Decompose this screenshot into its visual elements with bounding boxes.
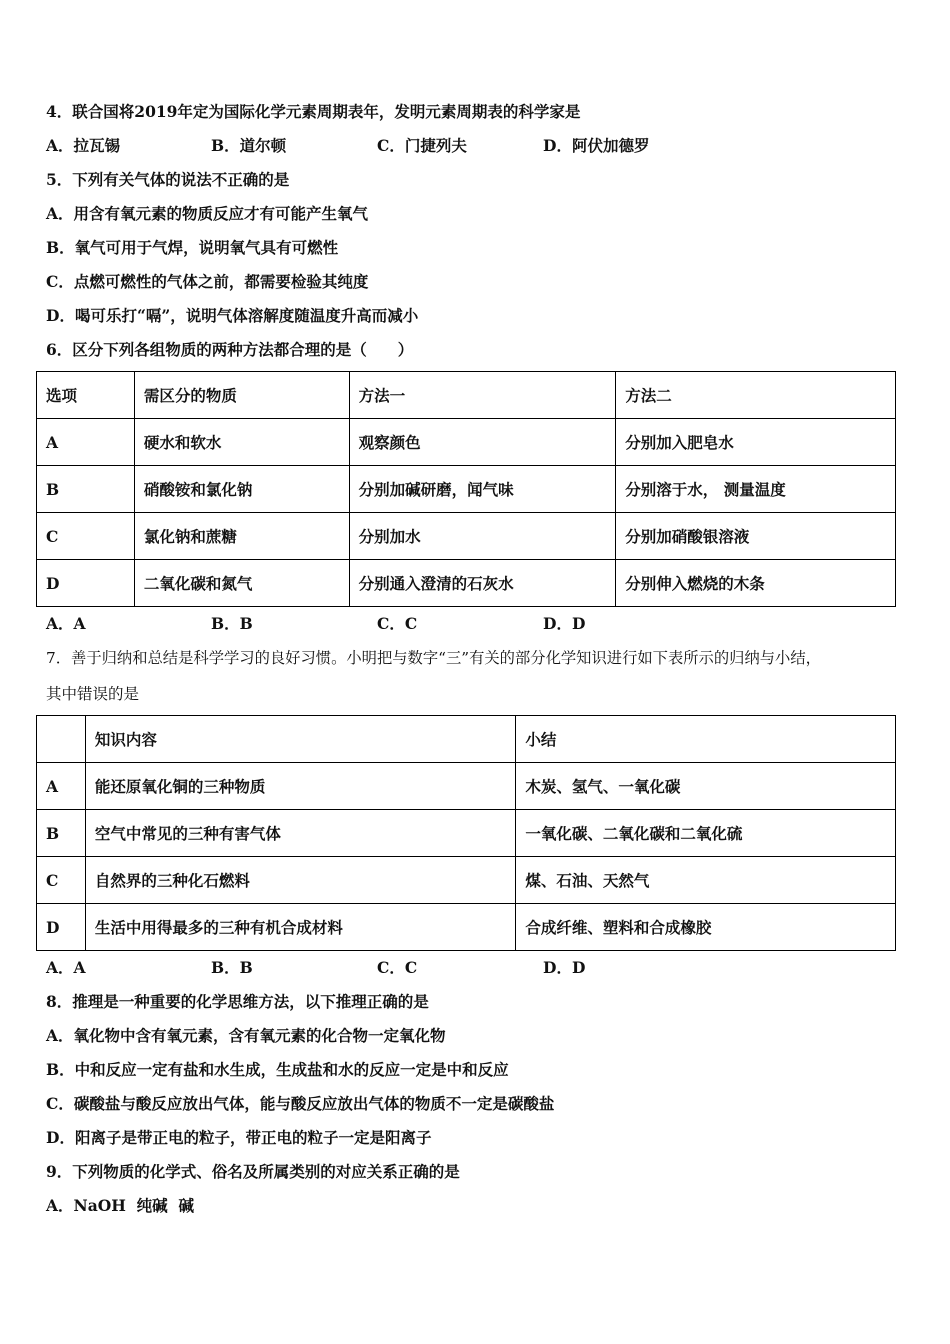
table-header-cell: 选项 xyxy=(37,372,135,419)
table-cell: 分别加水 xyxy=(349,513,616,560)
q6-option-a: A．A xyxy=(46,614,86,633)
q8-option-d: D．阳离子是带正电的粒子，带正电的粒子一定是阳离子 xyxy=(46,1128,432,1147)
q6-option-b: B．B xyxy=(211,614,253,633)
table-header-cell: 方法一 xyxy=(349,372,616,419)
q8-option-c: C．碳酸盐与酸反应放出气体，能与酸反应放出气体的物质不一定是碳酸盐 xyxy=(46,1094,555,1113)
table-header-row xyxy=(37,372,896,419)
table-cell: D xyxy=(37,560,135,607)
q4-option-d: D．阿伏加德罗 xyxy=(543,136,650,155)
table-cell: 氯化钠和蔗糖 xyxy=(134,513,349,560)
table-cell: 煤、石油、天然气 xyxy=(516,857,896,904)
table-cell: 能还原氧化铜的三种物质 xyxy=(85,763,516,810)
table-row xyxy=(37,904,896,951)
q5-option-b: B．氧气可用于气焊，说明氧气具有可燃性 xyxy=(46,238,339,257)
table-row xyxy=(37,810,896,857)
table-cell: A xyxy=(37,419,135,466)
q8-option-a: A．氧化物中含有氧元素，含有氧元素的化合物一定氧化物 xyxy=(46,1026,446,1045)
q7-option-c: C．C xyxy=(377,958,418,977)
table-cell: 观察颜色 xyxy=(349,419,616,466)
table-cell: 一氧化碳、二氧化碳和二氧化硫 xyxy=(516,810,896,857)
table-header-cell: 知识内容 xyxy=(85,716,516,763)
table-row xyxy=(37,560,896,607)
question-7-stem-line1: 7．善于归纳和总结是科学学习的良好习惯。小明把与数字“三”有关的部分化学知识进行如下表所示的归纳与小结， xyxy=(46,649,821,667)
table-row xyxy=(37,466,896,513)
question-9-stem: 9．下列物质的化学式、俗名及所属类别的对应关系正确的是 xyxy=(46,1162,460,1181)
table-row xyxy=(37,857,896,904)
q7-option-b: B．B xyxy=(211,958,253,977)
q5-option-d: D．喝可乐打“嗝”，说明气体溶解度随温度升高而减小 xyxy=(46,306,419,325)
q6-option-c: C．C xyxy=(377,614,418,633)
q5-option-c: C．点燃可燃性的气体之前，都需要检验其纯度 xyxy=(46,272,369,291)
table-cell: C xyxy=(37,857,86,904)
table-cell: B xyxy=(37,810,86,857)
q4-option-c: C．门捷列夫 xyxy=(377,136,467,155)
table-cell: 分别加入肥皂水 xyxy=(616,419,896,466)
table-header-cell: 小结 xyxy=(516,716,896,763)
table-cell: C xyxy=(37,513,135,560)
q4-option-b: B．道尔顿 xyxy=(211,136,287,155)
q6-option-d: D．D xyxy=(543,614,586,633)
q4-option-a: A．拉瓦锡 xyxy=(46,136,121,155)
table-row xyxy=(37,513,896,560)
table-cell: D xyxy=(37,904,86,951)
table-cell: B xyxy=(37,466,135,513)
table-cell: 生活中用得最多的三种有机合成材料 xyxy=(85,904,516,951)
table-cell: 硬水和软水 xyxy=(134,419,349,466)
table-header-cell: 需区分的物质 xyxy=(134,372,349,419)
table-cell: A xyxy=(37,763,86,810)
question-6-stem: 6．区分下列各组物质的两种方法都合理的是（ ） xyxy=(46,340,414,359)
table-row xyxy=(37,419,896,466)
question-6-table xyxy=(36,371,896,607)
q8-option-b: B．中和反应一定有盐和水生成，生成盐和水的反应一定是中和反应 xyxy=(46,1060,509,1079)
table-cell: 合成纤维、塑料和合成橡胶 xyxy=(516,904,896,951)
table-header-cell xyxy=(37,716,86,763)
table-cell: 二氧化碳和氮气 xyxy=(134,560,349,607)
table-cell: 硝酸铵和氯化钠 xyxy=(134,466,349,513)
table-cell: 空气中常见的三种有害气体 xyxy=(85,810,516,857)
table-cell: 分别溶于水， 测量温度 xyxy=(616,466,896,513)
question-8-stem: 8．推理是一种重要的化学思维方法，以下推理正确的是 xyxy=(46,992,429,1011)
question-7-stem-line2: 其中错误的是 xyxy=(46,685,140,703)
q7-option-a: A．A xyxy=(46,958,86,977)
question-5-stem: 5．下列有关气体的说法不正确的是 xyxy=(46,170,290,189)
q7-option-d: D．D xyxy=(543,958,586,977)
table-cell: 分别加碱研磨，闻气味 xyxy=(349,466,616,513)
question-4-stem: 4．联合国将2019年定为国际化学元素周期表年，发明元素周期表的科学家是 xyxy=(46,102,581,121)
table-cell: 木炭、氢气、一氧化碳 xyxy=(516,763,896,810)
table-cell: 分别通入澄清的石灰水 xyxy=(349,560,616,607)
table-row xyxy=(37,763,896,810)
question-7-table xyxy=(36,715,896,951)
q5-option-a: A．用含有氧元素的物质反应才有可能产生氧气 xyxy=(46,204,369,223)
q9-option-a: A．NaOH 纯碱 碱 xyxy=(46,1196,194,1215)
table-cell: 分别伸入燃烧的木条 xyxy=(616,560,896,607)
table-cell: 分别加硝酸银溶液 xyxy=(616,513,896,560)
table-cell: 自然界的三种化石燃料 xyxy=(85,857,516,904)
table-header-cell: 方法二 xyxy=(616,372,896,419)
table-header-row xyxy=(37,716,896,763)
